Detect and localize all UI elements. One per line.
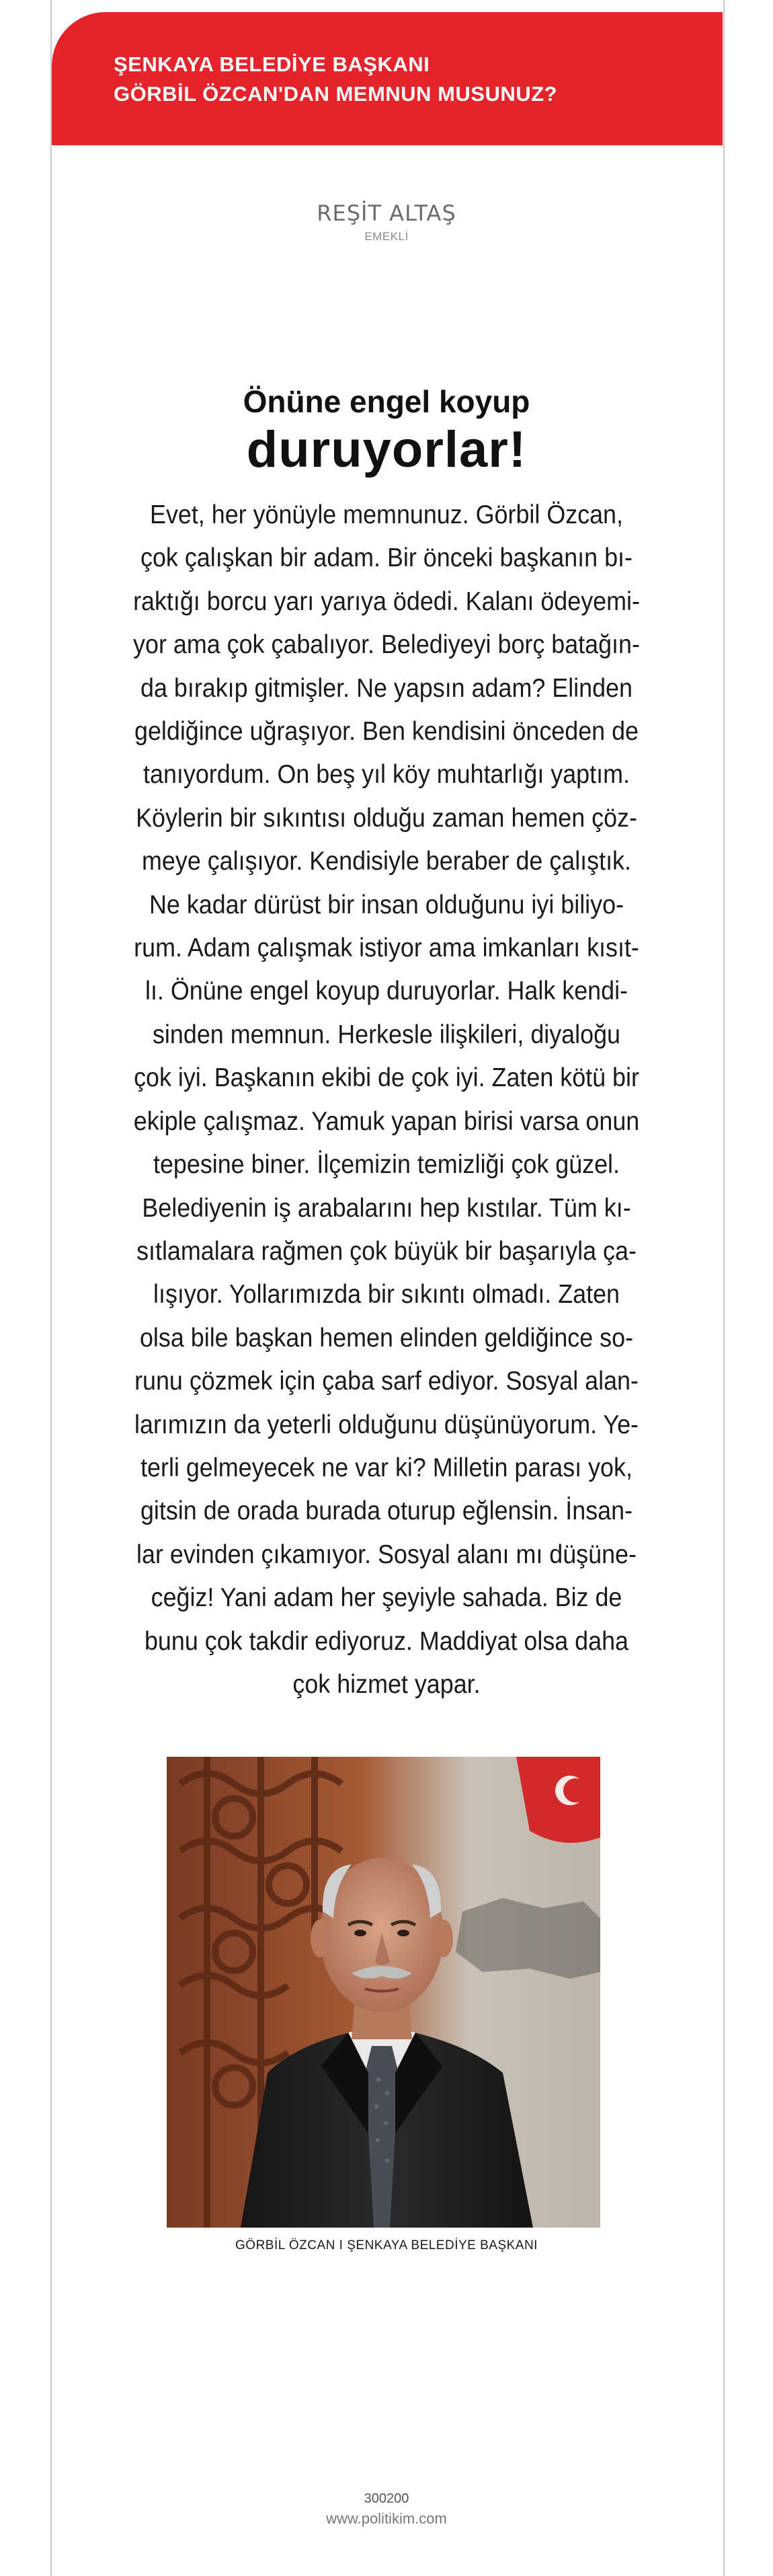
body-line: da bırakıp gitmişler. Ne yapsın adam? Elinden bbox=[140, 673, 633, 703]
body-line: rum. Adam çalışmak istiyor ama imkanları kısıt- bbox=[134, 934, 639, 963]
body-line: Köylerin bir sıkıntısı olduğu zaman hemen çöz- bbox=[136, 803, 637, 833]
body-line: çok hizmet yapar. bbox=[292, 1669, 481, 1699]
footer-number: 300200 bbox=[364, 2491, 409, 2506]
body-line: lar evinden çıkamıyor. Sosyal alanı mı düşüne- bbox=[136, 1540, 637, 1569]
page-footer bbox=[0, 2489, 773, 2529]
body-line: çok çalışkan bir adam. Bir önceki başkanın bı- bbox=[140, 543, 633, 573]
body-line: raktığı borcu yarı yarıya ödedi. Kalanı ödeyemi- bbox=[133, 586, 640, 616]
body-line: runu çözmek için çaba sarf ediyor. Sosyal alan- bbox=[134, 1367, 639, 1396]
body-line: olsa bile başkan hemen elinden geldiğince so- bbox=[139, 1323, 634, 1353]
header-banner bbox=[52, 12, 723, 145]
body-line: yor ama çok çabalıyor. Belediyeyi borç batağın- bbox=[133, 630, 640, 660]
body-line: Belediyenin iş arabalarını hep kıstılar. Tüm kı- bbox=[142, 1193, 631, 1223]
body-line: ekiple çalışmaz. Yamuk yapan birisi varsa onun bbox=[133, 1106, 640, 1136]
mayor-photo-illustration bbox=[167, 1757, 600, 2228]
body-line: geldiğince uğraşıyor. Ben kendisini önceden de bbox=[134, 717, 639, 747]
header-title-line1: ŞENKAYA BELEDİYE BAŞKANI bbox=[114, 52, 430, 76]
body-line: Evet, her yönüyle memnunuz. Görbil Özcan, bbox=[150, 500, 623, 529]
body-line: lı. Önüne engel koyup duruyorlar. Halk kendi- bbox=[145, 977, 628, 1006]
body-line: sıtlamalara rağmen çok büyük bir başarıyla ça- bbox=[136, 1236, 637, 1266]
header-title-line2: GÖRBİL ÖZCAN'DAN MEMNUN MUSUNUZ? bbox=[114, 82, 557, 106]
body-line: lışıyor. Yollarımızda bir sıkıntı olmadı. Zaten bbox=[153, 1280, 620, 1310]
headline-line1: Önüne engel koyup bbox=[243, 384, 530, 419]
headline-line2: duruyorlar! bbox=[246, 421, 527, 478]
author-block bbox=[0, 200, 773, 243]
mayor-photo bbox=[167, 1757, 600, 2228]
body-line: meye çalışıyor. Kendisiyle beraber de çalıştık. bbox=[142, 847, 631, 876]
author-role: EMEKLİ bbox=[364, 230, 409, 243]
body-line: ceğiz! Yani adam her şeyiyle sahada. Biz de bbox=[151, 1583, 622, 1613]
article-body bbox=[118, 494, 655, 1706]
photo-caption: GÖRBİL ÖZCAN I ŞENKAYA BELEDİYE BAŞKANI bbox=[235, 2238, 538, 2252]
body-line: gitsin de orada burada oturup eğlensin. İnsan- bbox=[140, 1497, 633, 1526]
author-name: REŞİT ALTAŞ bbox=[317, 200, 456, 226]
body-line: sinden memnun. Herkesle ilişkileri, diyaloğu bbox=[152, 1020, 620, 1049]
body-line: larımızın da yeterli olduğunu düşünüyorum. Ye- bbox=[134, 1410, 639, 1439]
body-line: tanıyordum. On beş yıl köy muhtarlığı yaptım. bbox=[143, 760, 630, 790]
body-line: çok iyi. Başkanın ekibi de çok iyi. Zaten kötü bir bbox=[134, 1063, 639, 1093]
body-line: terli gelmeyecek ne var ki? Milletin parası yok, bbox=[140, 1453, 633, 1482]
body-line: tepesine biner. İlçemizin temizliği çok güzel. bbox=[153, 1150, 620, 1180]
body-line: bunu çok takdir ediyoruz. Maddiyat olsa daha bbox=[144, 1626, 629, 1656]
body-line: Ne kadar dürüst bir insan olduğunu iyi biliyo- bbox=[149, 890, 624, 919]
footer-website: www.politikim.com bbox=[326, 2510, 447, 2527]
article-headline bbox=[0, 382, 773, 479]
